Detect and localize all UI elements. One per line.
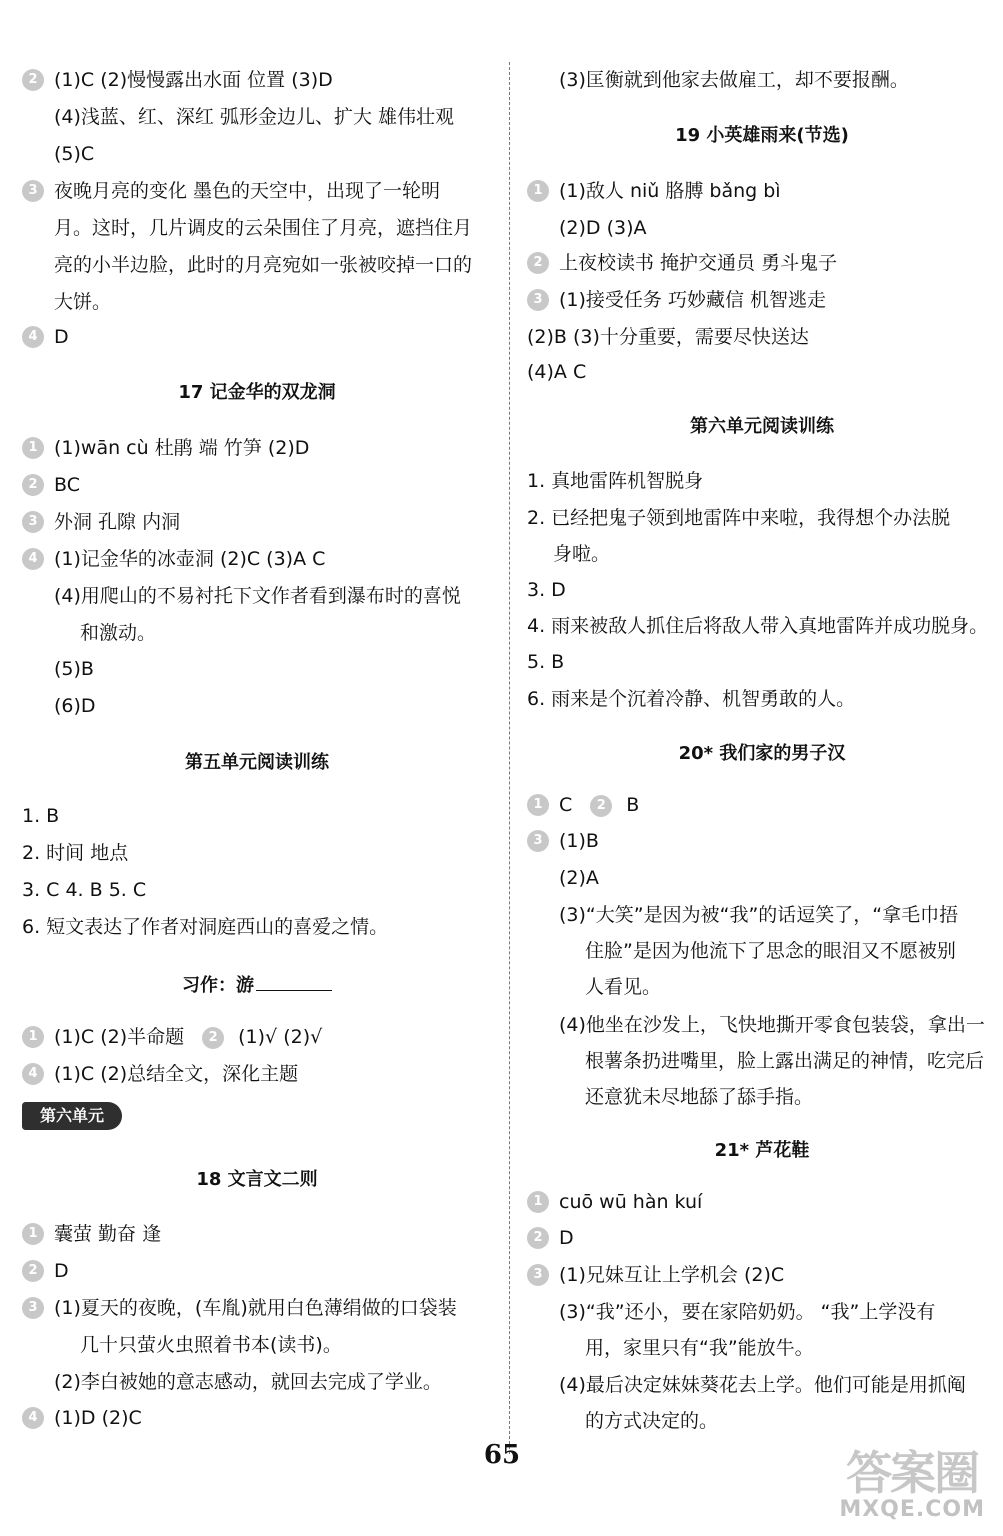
page-number: 65 <box>483 1440 521 1470</box>
answer-line: 4. 雨来被敌人抓住后将敌人带入真地雷阵并成功脱身。 <box>527 615 989 637</box>
answer-line <box>54 1024 322 1050</box>
section-title-17: 17 记金华的双龙洞 <box>178 382 336 403</box>
question-number-2: 2 <box>22 69 44 91</box>
unit-badge: 第六单元 <box>22 1102 122 1130</box>
answer-line: (2)B (3)十分重要，需要尽快送达 <box>527 326 809 348</box>
answer-line: (1)D (2)C <box>54 1407 142 1429</box>
answer-line: 亮的小半边脸，此时的月亮宛如一张被咬掉一口的 <box>54 254 473 276</box>
answer-line: (4)最后决定妹妹葵花去上学。他们可能是用抓阄 <box>559 1374 966 1396</box>
section-title-writing <box>22 972 492 999</box>
answer-line: (5)B <box>54 658 94 680</box>
answer-line: D <box>54 326 69 348</box>
column-divider <box>509 62 510 1454</box>
question-number-1: 1 <box>527 1191 549 1213</box>
section-title-unit5-reading: 第五单元阅读训练 <box>185 752 329 773</box>
question-number-1: 1 <box>22 437 44 459</box>
answer-line: (1)兄妹互让上学机会 (2)C <box>559 1264 785 1286</box>
answer-line: (1)C (2)慢慢露出水面 位置 (3)D <box>54 69 333 91</box>
question-number-2: 2 <box>527 252 549 274</box>
answer-line: (5)C <box>54 143 95 165</box>
answer-line: 2. 时间 地点 <box>22 842 129 864</box>
watermark-url: MXQE.COM <box>839 1497 985 1522</box>
answer-line: 住脸”是因为他流下了思念的眼泪又不愿被别 <box>585 940 956 962</box>
answer-line: (3)“大笑”是因为被“我”的话逗笑了，“拿毛巾捂 <box>559 904 959 926</box>
answer-line: (1)C (2)总结全文，深化主题 <box>54 1063 299 1085</box>
answer-line: (4)A C <box>527 361 587 383</box>
answer-line: 5. B <box>527 651 565 673</box>
answer-line: 的方式决定的。 <box>585 1410 719 1432</box>
answer-line: (1)接受任务 巧妙藏信 机智逃走 <box>559 289 826 311</box>
answer-line: (1)记金华的冰壶洞 (2)C (3)A C <box>54 548 326 570</box>
answer-line: (4)他坐在沙发上，飞快地撕开零食包装袋，拿出一 <box>559 1014 985 1036</box>
section-title-19: 19 小英雄雨来(节选) <box>675 125 849 146</box>
answer-line: (1)夏天的夜晚，(车胤)就用白色薄绢做的口袋装 <box>54 1297 457 1319</box>
answer-line: (3)匡衡就到他家去做雇工，却不要报酬。 <box>559 69 909 91</box>
question-number-1: 1 <box>527 180 549 202</box>
answer-line: D <box>54 1260 69 1282</box>
question-number-1: 1 <box>22 1223 44 1245</box>
answer-line: 大饼。 <box>54 291 112 313</box>
answer-line: 2. 已经把鬼子领到地雷阵中来啦，我得想个办法脱 <box>527 507 951 529</box>
answer-line: 3. C 4. B 5. C <box>22 879 147 901</box>
question-number-1: 1 <box>22 1026 44 1048</box>
answer-line: 月。这时，几片调皮的云朵围住了月亮，遮挡住月 <box>54 217 473 239</box>
question-number-3: 3 <box>527 830 549 852</box>
answer-line: 夜晚月亮的变化 墨色的天空中，出现了一轮明 <box>54 180 441 202</box>
section-title-unit6-reading: 第六单元阅读训练 <box>690 416 834 437</box>
question-number-4: 4 <box>22 326 44 348</box>
watermark-logo <box>839 1446 985 1522</box>
answer-line: (4)浅蓝、红、深红 弧形金边儿、扩大 雄伟壮观 <box>54 106 454 128</box>
answer-line: (2)李白被她的意志感动，就回去完成了学业。 <box>54 1371 442 1393</box>
question-number-3: 3 <box>527 289 549 311</box>
answer-line <box>559 792 639 818</box>
answer-line: (3)“我”还小，要在家陪奶奶。 “我”上学没有 <box>559 1301 936 1323</box>
watermark-text: 答案圈 <box>846 1446 979 1500</box>
writing-title-text: 习作：游 <box>182 975 254 996</box>
answer-text: B <box>626 794 640 816</box>
answer-text: (1)√ (2)√ <box>238 1026 323 1048</box>
question-number-2: 2 <box>22 474 44 496</box>
answer-line: 和激动。 <box>80 622 157 644</box>
question-number-1: 1 <box>527 794 549 816</box>
question-number-2: 2 <box>527 1227 549 1249</box>
answer-line: 外洞 孔隙 内洞 <box>54 511 181 533</box>
question-number-3: 3 <box>22 1297 44 1319</box>
question-number-4: 4 <box>22 1407 44 1429</box>
answer-line: (2)A <box>559 867 599 889</box>
answer-line: 几十只萤火虫照着书本(读书)。 <box>80 1334 342 1356</box>
answer-text: (1)C (2)半命题 <box>54 1026 185 1048</box>
answer-line: cuō wū hàn kuí <box>559 1191 703 1213</box>
section-title-18: 18 文言文二则 <box>196 1169 318 1190</box>
question-number-3: 3 <box>22 180 44 202</box>
question-number-2: 2 <box>22 1260 44 1282</box>
answer-line: 根薯条扔进嘴里，脸上露出满足的神情，吃完后 <box>585 1050 985 1072</box>
answer-line: 用，家里只有“我”能放牛。 <box>585 1337 814 1359</box>
section-title-20: 20* 我们家的男子汉 <box>678 743 846 764</box>
question-number-4: 4 <box>22 548 44 570</box>
answer-line: 上夜校读书 掩护交通员 勇斗鬼子 <box>559 252 838 274</box>
answer-line: 3. D <box>527 579 566 601</box>
section-title-21: 21* 芦花鞋 <box>714 1140 810 1161</box>
answer-text: C <box>559 794 573 816</box>
answer-line: 囊萤 勤奋 逢 <box>54 1223 162 1245</box>
answer-line: (1)wān cù 杜鹃 端 竹笋 (2)D <box>54 437 310 459</box>
answer-line: (2)D (3)A <box>559 217 647 239</box>
fill-in-blank <box>256 972 332 991</box>
answer-line: 还意犹未尽地舔了舔手指。 <box>585 1086 814 1108</box>
answer-line: 人看见。 <box>585 976 662 998</box>
question-number-2: 2 <box>590 795 612 817</box>
answer-line: 6. 雨来是个沉着冷静、机智勇敢的人。 <box>527 688 856 710</box>
answer-line: (1)B <box>559 830 599 852</box>
question-number-4: 4 <box>22 1063 44 1085</box>
question-number-2: 2 <box>202 1027 224 1049</box>
answer-line: (4)用爬山的不易衬托下文作者看到瀑布时的喜悦 <box>54 585 461 607</box>
answer-line: D <box>559 1227 574 1249</box>
answer-line: (1)敌人 niǔ 胳膊 bǎng bì <box>559 180 781 202</box>
answer-line: 身啦。 <box>553 543 611 565</box>
answer-line: (6)D <box>54 695 96 717</box>
answer-line: 1. B <box>22 805 60 827</box>
answer-line: BC <box>54 474 80 496</box>
question-number-3: 3 <box>22 511 44 533</box>
answer-line: 1. 真地雷阵机智脱身 <box>527 470 704 492</box>
answer-line: 6. 短文表达了作者对洞庭西山的喜爱之情。 <box>22 916 389 938</box>
question-number-3: 3 <box>527 1264 549 1286</box>
